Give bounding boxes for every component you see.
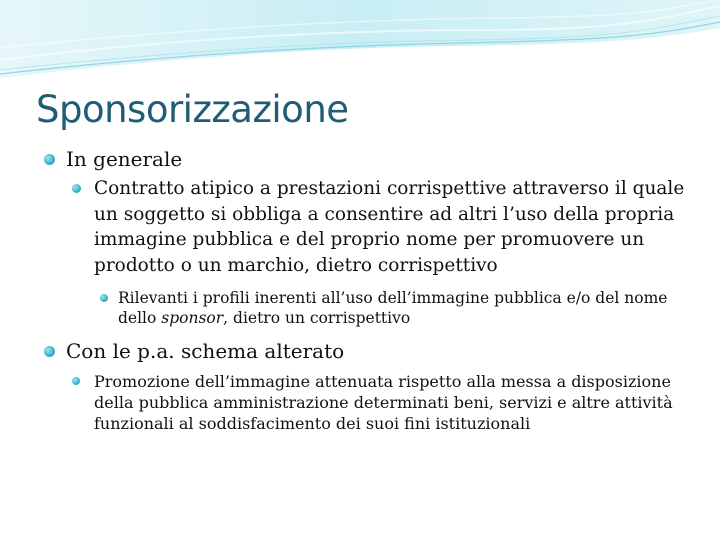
slide-body (44, 146, 694, 434)
bullet-text-part: , dietro un corrispettivo (223, 309, 411, 327)
bullet-text: In generale (66, 147, 183, 171)
bullet-item-promozione (44, 371, 694, 434)
bullet-dot-icon (72, 184, 81, 193)
bullet-item-in-generale (44, 146, 694, 172)
slide-title: Sponsorizzazione (36, 88, 349, 131)
bullet-text: Promozione dell’immagine attenuata rispetto alla messa a disposizione della pubblica amministrazione determinati beni, servizi e altre attività funzionali al soddisfacimento dei suoi fini istituzionali (94, 372, 673, 433)
header-decoration (0, 0, 720, 80)
bullet-text: Contratto atipico a prestazioni corrispettive attraverso il quale un soggetto si obbliga a consentire ad altri l’uso della propria immagine pubblica e del proprio nome per promuovere un prodotto o un marchio, dietro corrispettivo (94, 178, 685, 276)
bullet-item-contratto (44, 176, 694, 278)
bullet-item-con-le-pa (44, 338, 694, 364)
bullet-dot-icon (44, 346, 55, 357)
bullet-item-rilevanti (44, 288, 694, 328)
header-wave-graphic (0, 0, 720, 80)
bullet-dot-icon (44, 154, 55, 165)
bullet-text-part: Rilevanti i profili inerenti all’uso dell’immagine pubblica e/o del nome dello (118, 289, 668, 327)
bullet-text (118, 289, 667, 327)
bullet-dot-icon (100, 294, 108, 302)
bullet-text-italic: sponsor (161, 309, 224, 327)
bullet-text: Con le p.a. schema alterato (66, 339, 345, 363)
bullet-dot-icon (72, 377, 80, 385)
